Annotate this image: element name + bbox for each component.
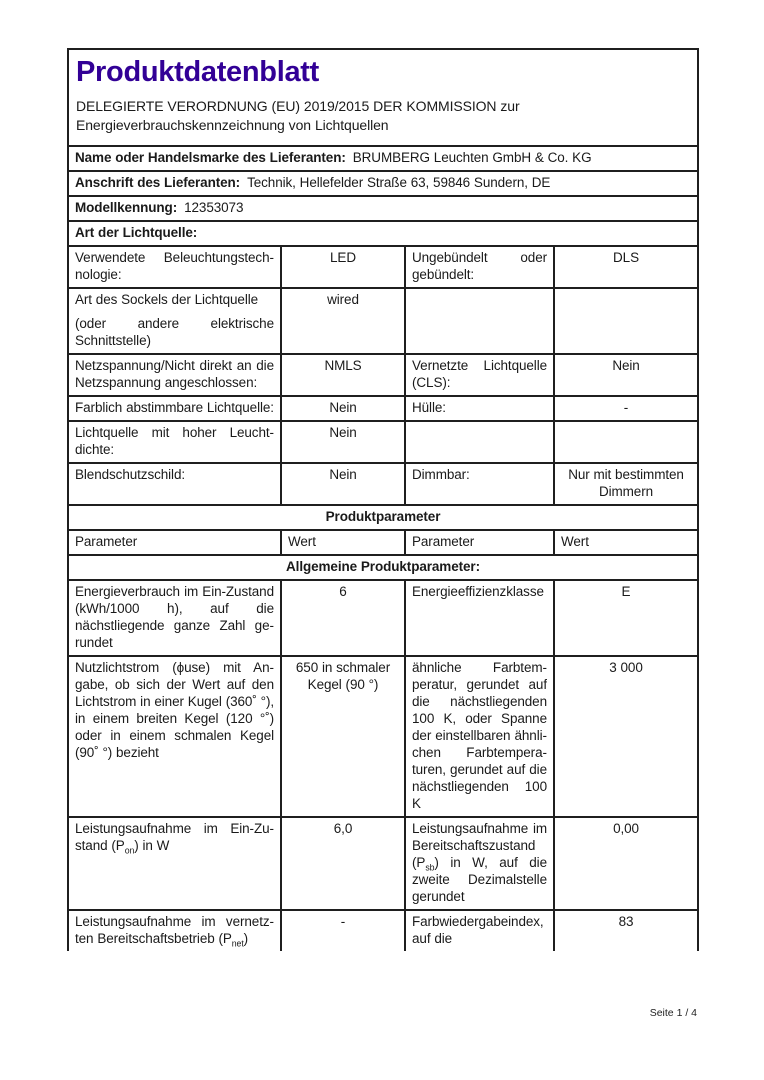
supplier-address-row bbox=[68, 171, 698, 196]
supplier-name-value: BRUMBERG Leuchten GmbH & Co. KG bbox=[352, 150, 592, 165]
supplier-name-label: Name oder Handelsmarke des Lieferanten: bbox=[75, 150, 346, 165]
param-label-cell bbox=[405, 656, 554, 817]
page-title: Produktdatenblatt bbox=[76, 56, 320, 88]
param-label-cell: Farbwiedergabeindex, auf die bbox=[405, 910, 554, 951]
param-value-cell: 3 000 bbox=[554, 656, 698, 817]
param-value-cell: 83 bbox=[554, 910, 698, 951]
param-value-cell: Nein bbox=[281, 396, 405, 421]
table-row bbox=[68, 396, 698, 421]
header-parameter-2: Parameter bbox=[405, 530, 554, 555]
table-row bbox=[68, 246, 698, 288]
supplier-name-row bbox=[68, 146, 698, 171]
param-label-cell: Hülle: bbox=[405, 396, 554, 421]
regulation-line-1: DELEGIERTE VERORDNUNG (EU) 2019/2015 DER KOMMISSION zur bbox=[76, 98, 520, 114]
param-label-cell: Leistungsaufnahme im vernetzten Bereitschaftsbetrieb $(P_{net})$ bbox=[68, 910, 281, 951]
param-label-cell: Energieverbrauch im Ein-Zustand (kWh/1000 h), auf die nächstliegende ganze Zahl gerundet bbox=[68, 580, 281, 656]
supplier-address-value: Technik, Hellefelder Straße 63, 59846 Sundern, DE bbox=[247, 175, 551, 190]
param-label-cell: Netzspannung/Nicht direkt an die Netzspannung angeschlossen: bbox=[68, 354, 281, 396]
param-value-cell: - bbox=[281, 910, 405, 951]
model-id-label: Modellkennung: bbox=[75, 200, 178, 215]
param-label-cell: Ungebündelt oder gebündelt: bbox=[405, 246, 554, 288]
parameter-header-row bbox=[68, 530, 698, 555]
param-value-cell: - bbox=[554, 396, 698, 421]
param-value-cell: Nein bbox=[554, 354, 698, 396]
model-id-row bbox=[68, 196, 698, 221]
allgemeine-section-row bbox=[68, 555, 698, 580]
regulation-subtitle bbox=[76, 97, 690, 134]
param-value-cell: 6 bbox=[281, 580, 405, 656]
table-row bbox=[68, 288, 698, 354]
param-value-cell: 0,00 bbox=[554, 817, 698, 910]
page-number: Seite 1 / 4 bbox=[649, 1007, 697, 1019]
param-value-cell: Nein bbox=[281, 421, 405, 463]
param-value-cell: NMLS bbox=[281, 354, 405, 396]
param-value-cell: wired bbox=[281, 288, 405, 354]
table-row bbox=[68, 817, 698, 910]
param-value-cell: Nur mit bestimmten Dimmern bbox=[554, 463, 698, 505]
regulation-line-2: Energieverbrauchskennzeichnung von Lichtquellen bbox=[76, 116, 389, 133]
table-row bbox=[68, 580, 698, 656]
param-label-cell: Lichtquelle mit hoher Leuchtdichte: bbox=[68, 421, 281, 463]
light-source-type-label: Art der Lichtquelle: bbox=[75, 225, 198, 240]
supplier-address-label: Anschrift des Lieferanten: bbox=[75, 175, 241, 190]
light-source-type-row bbox=[68, 221, 698, 246]
title-cell bbox=[68, 49, 698, 146]
title-row bbox=[68, 49, 698, 146]
farbtemperatur-label: ähnliche Farbtemperatur, gerundet auf die nächstliegenden 100 K, oder Spanne der einstellbaren ähnlichen Farbtemperaturen, gerundet auf die nächstliegenden 100 K bbox=[412, 660, 547, 811]
param-value-cell: LED bbox=[281, 246, 405, 288]
param-value-cell: 650 in schmaler Kegel (90 °) bbox=[281, 656, 405, 817]
header-parameter-1: Parameter bbox=[68, 530, 281, 555]
header-wert-2: Wert bbox=[554, 530, 698, 555]
param-value-cell bbox=[554, 421, 698, 463]
param-label-cell: Leistungsaufnahme im Bereitschaftszustand $(P_{sb})$ in W, auf die zweite Dezimalstelle gerundet bbox=[405, 817, 554, 910]
param-label-cell bbox=[68, 656, 281, 817]
param-label-cell: Verwendete Beleuchtungstechnologie: bbox=[68, 246, 281, 288]
param-label-cell: Leistungsaufnahme im Ein-Zustand $(P_{on})$ in W bbox=[68, 817, 281, 910]
datasheet-table bbox=[67, 48, 699, 951]
param-label-cell: Dimmbar: bbox=[405, 463, 554, 505]
param-value-cell: DLS bbox=[554, 246, 698, 288]
param-label-cell: Vernetzte Lichtquelle (CLS): bbox=[405, 354, 554, 396]
param-label-cell: Farblich abstimmbare Lichtquelle: bbox=[68, 396, 281, 421]
nutzlichtstrom-label: Nutzlichtstrom (ϕuse) mit Angabe, ob sich der Wert auf den Lichtstrom in einer Kugel (360˚ °), in einem breiten Kegel (120 °˚) oder in einem schmalen Kegel (90˚ °) bezieht bbox=[75, 660, 274, 760]
table-row bbox=[68, 354, 698, 396]
header-wert-1: Wert bbox=[281, 530, 405, 555]
socket-type-line-1: Art des Sockels der Lichtquelle bbox=[75, 292, 259, 307]
allgemeine-section-title: Allgemeine Produktparameter: bbox=[68, 555, 698, 580]
table-row bbox=[68, 463, 698, 505]
produktparameter-section-row bbox=[68, 505, 698, 530]
socket-type-line-2: (oder andere elektrische Schnittstelle) bbox=[75, 316, 274, 348]
param-value-cell bbox=[554, 288, 698, 354]
model-id-value: 12353073 bbox=[184, 200, 244, 215]
param-label-cell bbox=[405, 288, 554, 354]
table-row bbox=[68, 421, 698, 463]
produktparameter-section-title: Produktparameter bbox=[68, 505, 698, 530]
param-value-cell: 6,0 bbox=[281, 817, 405, 910]
table-row bbox=[68, 656, 698, 817]
param-value-cell: Nein bbox=[281, 463, 405, 505]
param-label-cell: Blendschutzschild: bbox=[68, 463, 281, 505]
param-label-cell: Energieeffizienzklasse bbox=[405, 580, 554, 656]
param-label-cell bbox=[405, 421, 554, 463]
table-row-clipped bbox=[68, 910, 698, 951]
param-value-cell: E bbox=[554, 580, 698, 656]
datasheet bbox=[67, 48, 697, 951]
param-label-cell bbox=[68, 288, 281, 354]
